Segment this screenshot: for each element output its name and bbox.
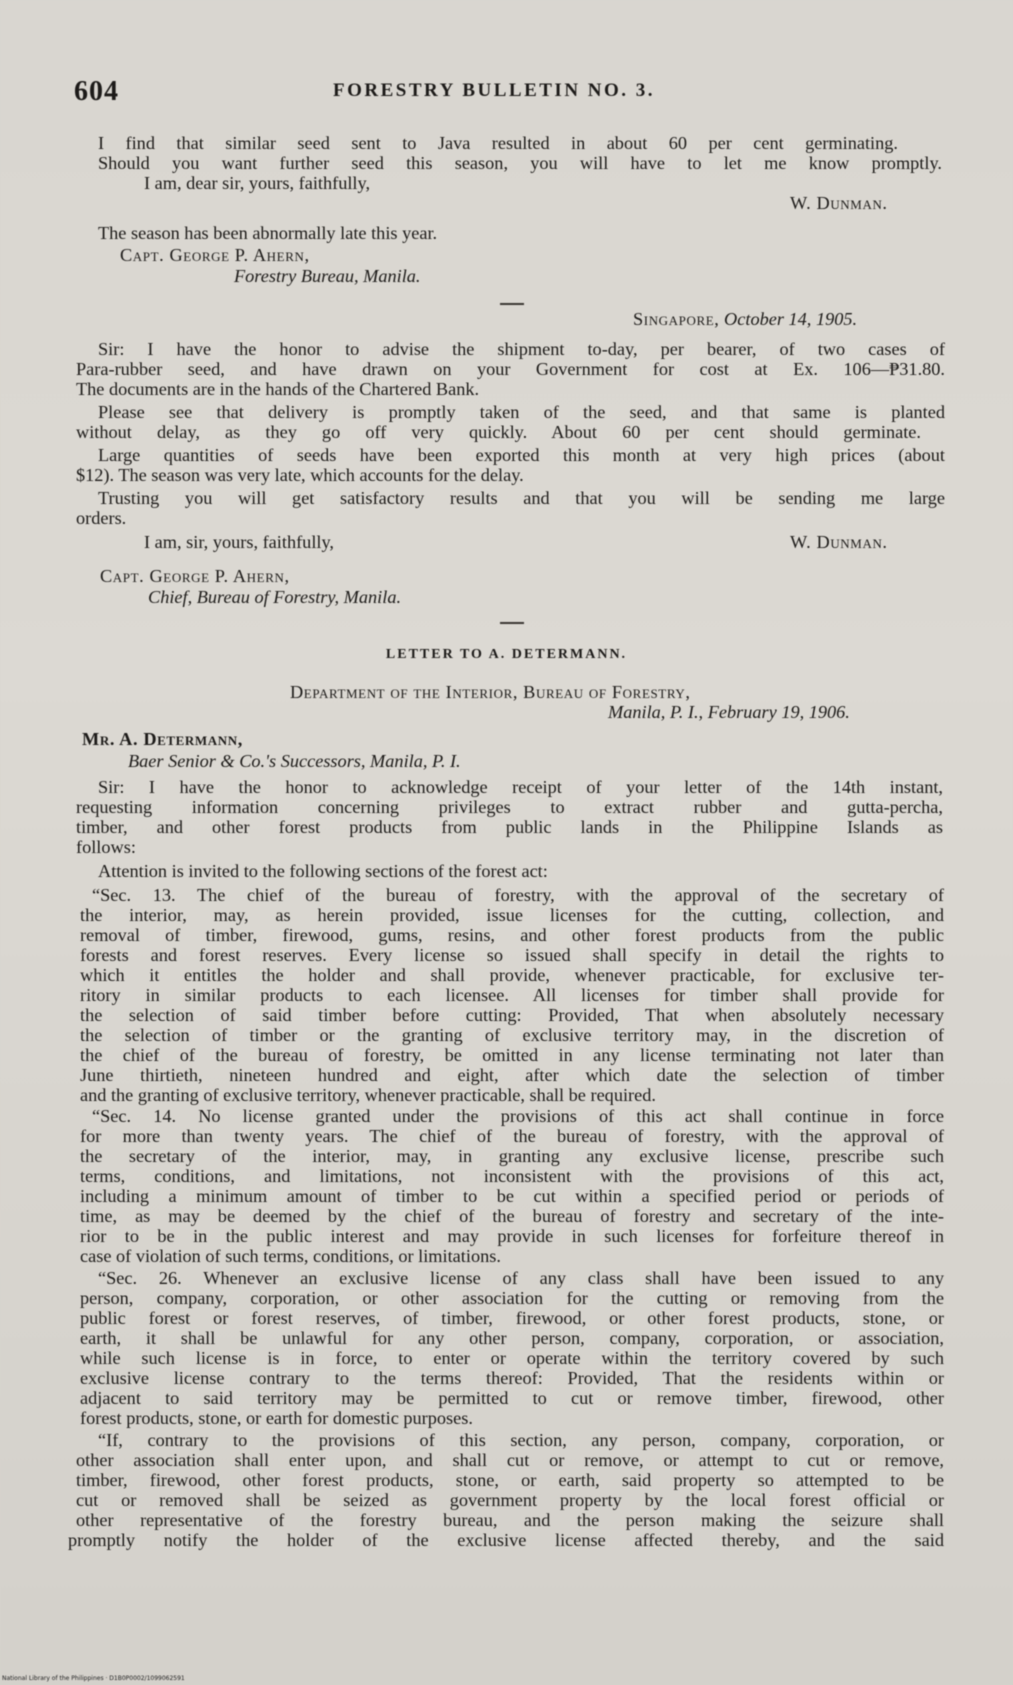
letter-closing: I am, dear sir, yours, faithfully,	[144, 173, 371, 193]
text-line: cut or removed shall be seized as government property by the local forest official or	[76, 1491, 944, 1510]
addressee-name: Mr. A. Determann,	[82, 729, 243, 749]
addressee-name: Capt. George P. Ahern,	[120, 245, 310, 265]
text-line: removal of timber, firewood, gums, resins, and other forest products from the public	[80, 926, 944, 945]
text-line: case of violation of such terms, conditions, or limitations.	[80, 1246, 501, 1266]
text-line: the selection of said timber before cutting: Provided, That when absolutely necessary	[80, 1006, 944, 1025]
date: October 14, 1905.	[724, 309, 858, 329]
letter-closing: I am, sir, yours, faithfully,	[144, 532, 334, 552]
text-line: promptly notify the holder of the exclusive license affected thereby, and the said	[68, 1531, 944, 1550]
text-line: Sir: I have the honor to advise the shipment to-day, per bearer, of two cases of	[98, 340, 945, 359]
text-line: rior to be in the public interest and may provide in such licenses for forfeiture thereof in	[80, 1227, 944, 1246]
separator-dash	[500, 303, 524, 305]
text-line: June thirtieth, nineteen hundred and eight, after which date the selection of timber	[80, 1066, 944, 1085]
addressee-office: Chief, Bureau of Forestry, Manila.	[148, 587, 402, 607]
section-heading: LETTER TO A. DETERMANN.	[385, 647, 628, 662]
text-line: Para-rubber seed, and have drawn on your Government for cost at Ex. 106—₱31.80.	[76, 360, 945, 379]
text-line: earth, it shall be unlawful for any other person, company, corporation, or association,	[80, 1329, 944, 1348]
text-line: including a minimum amount of timber to be cut within a specified period or periods of	[80, 1187, 944, 1206]
text-line: requesting information concerning privileges to extract rubber and gutta-percha,	[76, 798, 943, 817]
text-line: “Sec. 26. Whenever an exclusive license of any class shall have been issued to any	[98, 1269, 944, 1288]
addressee-firm: Baer Senior & Co.'s Successors, Manila, P. I.	[128, 751, 461, 771]
signature: W. Dunman.	[790, 532, 888, 552]
text-line: for more than twenty years. The chief of the bureau of forestry, with the approval of	[80, 1127, 944, 1146]
text-line: follows:	[76, 837, 136, 857]
text-line: and the granting of exclusive territory, whenever practicable, shall be required.	[80, 1085, 656, 1105]
signature: W. Dunman.	[790, 193, 888, 213]
text-line: time, as may be deemed by the chief of the bureau of forestry and secretary of the inte-	[80, 1207, 944, 1226]
text-line: Should you want further seed this season, you will have to let me know promptly.	[98, 154, 942, 173]
text-line: terms, conditions, and limitations, not inconsistent with the provisions of this act,	[80, 1167, 944, 1186]
text-line: adjacent to said territory may be permitted to cut or remove timber, firewood, other	[80, 1389, 944, 1408]
running-title: FORESTRY BULLETIN NO. 3.	[333, 80, 656, 101]
text-line: public forest or forest reserves, of timber, firewood, or other forest products, stone, or	[80, 1309, 944, 1328]
text-line: without delay, as they go off very quickly. About 60 per cent should germinate.	[76, 423, 921, 442]
text-line: other association shall enter upon, and shall cut or remove, or attempt to cut or remove,	[76, 1451, 944, 1470]
postscript: The season has been abnormally late this year.	[98, 223, 438, 243]
text-line: The documents are in the hands of the Chartered Bank.	[76, 379, 480, 399]
text-line: timber, and other forest products from public lands in the Philippine Islands as	[76, 818, 943, 837]
place: Singapore,	[633, 309, 720, 329]
scan-footer: National Library of the Philippines · D1B0P0002/1099062591	[2, 1675, 185, 1682]
text-line: $12). The season was very late, which accounts for the delay.	[76, 465, 524, 485]
text-line: Sir: I have the honor to acknowledge receipt of your letter of the 14th instant,	[98, 778, 943, 797]
sender-department: Department of the Interior, Bureau of Forestry,	[290, 682, 691, 702]
text-line: “If, contrary to the provisions of this section, any person, company, corporation, or	[98, 1431, 944, 1450]
text-line: orders.	[76, 508, 127, 528]
text-line: the secretary of the interior, may, in granting any exclusive license, prescribe such	[80, 1147, 944, 1166]
text-line: other representative of the forestry bureau, and the person making the seizure shall	[76, 1511, 944, 1530]
text-line: “Sec. 13. The chief of the bureau of forestry, with the approval of the secretary of	[92, 886, 944, 905]
text-line: forests and forest reserves. Every license so issued shall specify in detail the rights to	[80, 946, 944, 965]
text-line: Trusting you will get satisfactory results and that you will be sending me large	[98, 489, 945, 508]
text-line: Large quantities of seeds have been exported this month at very high prices (about	[98, 446, 945, 465]
place-date: Manila, P. I., February 19, 1906.	[608, 702, 850, 722]
text-line: the interior, may, as herein provided, issue licenses for the cutting, collection, and	[80, 906, 944, 925]
page-number: 604	[74, 76, 119, 107]
text-line: person, company, corporation, or other association for the cutting or removing from the	[80, 1289, 944, 1308]
place-date	[633, 310, 857, 329]
text-line: the selection of timber or the granting of exclusive territory may, in the discretion of	[80, 1026, 944, 1045]
addressee-office: Forestry Bureau, Manila.	[234, 266, 421, 286]
text-line: I find that similar seed sent to Java resulted in about 60 per cent germinating.	[98, 134, 898, 153]
text-line: the chief of the bureau of forestry, be omitted in any license terminating not later than	[80, 1046, 944, 1065]
text-line: “Sec. 14. No license granted under the provisions of this act shall continue in force	[92, 1107, 944, 1126]
text-line: which it entitles the holder and shall provide, whenever practicable, for exclusive ter-	[80, 966, 944, 985]
text-line: Attention is invited to the following sections of the forest act:	[98, 861, 548, 881]
text-line: exclusive license contrary to the terms thereof: Provided, That the residents within or	[80, 1369, 944, 1388]
text-line: timber, firewood, other forest products, stone, or earth, said property so attempted to be	[76, 1471, 944, 1490]
text-line: ritory in similar products to each licensee. All licenses for timber shall provide for	[80, 986, 944, 1005]
separator-dash	[500, 622, 524, 624]
text-line: forest products, stone, or earth for domestic purposes.	[80, 1408, 473, 1428]
text-line: while such license is in force, to enter or operate within the territory covered by such	[80, 1349, 944, 1368]
text-line: Please see that delivery is promptly taken of the seed, and that same is planted	[98, 403, 945, 422]
addressee-name: Capt. George P. Ahern,	[100, 566, 290, 586]
